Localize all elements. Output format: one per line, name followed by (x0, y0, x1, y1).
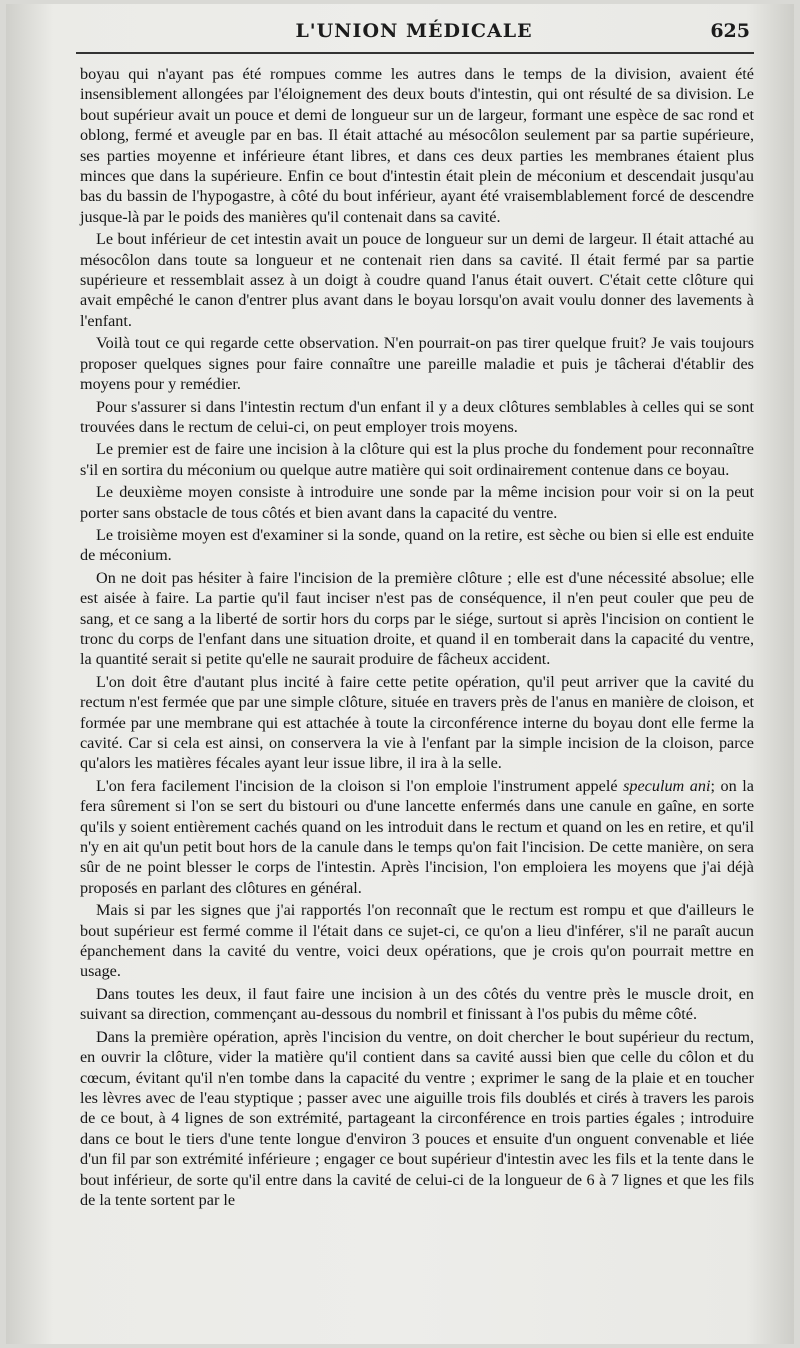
paragraph-text: L'on fera facilement l'incision de la cloison si l'on emploie l'instrument appelé (96, 776, 624, 795)
paragraph: Mais si par les signes que j'ai rapportés l'on reconnaît que le rectum est rompu et que d'ailleurs le bout supérieur est fermé comme il l'était dans ce sujet-ci, ce qu'on a lieu d'inférer, s'il ne paraît aucun épanchement dans la cavité du ventre, voici deux opérations, que je crois qu'on pourrait mettre en usage. (80, 901, 754, 981)
paragraph (80, 776, 754, 898)
paragraph: Voilà tout ce qui regarde cette observation. N'en pourrait-on pas tirer quelque fruit? Je vais toujours proposer quelques signes pour faire connaître une pareille maladie et puis je tâcherai d'établir des moyens pour y remédier. (80, 334, 754, 394)
paragraph: Le deuxième moyen consiste à introduire une sonde par la même incision pour voir si on la peut porter sans obstacle de tous côtés et bien avant dans la capacité du ventre. (80, 483, 754, 522)
paragraph: Dans la première opération, après l'incision du ventre, on doit chercher le bout supérieur du rectum, en ouvrir la clôture, vider la matière qu'il contient dans sa cavité aussi bien que celle du côlon et du cœcum, évitant qu'il n'en tombe dans la capacité du ventre ; exprimer le sang de la plaie et en toucher les lèvres avec de l'eau styptique ; passer avec une aiguille trois fils doublés et cirés à travers les parois de ce bout, à 4 lignes de son extrémité, partageant la circonférence en trois parties égales ; introduire dans ce bout le tiers d'une tente longue d'environ 3 pouces et ensuite d'un onguent convenable et liée d'un fil par son extrémité inférieure ; engager ce bout supérieur d'intestin avec les fils et la tente dans le bout inférieur, de sorte qu'il entre dans la cavité de celui-ci de la longueur de 6 à 7 lignes et que les fils de la tente sortent par le (80, 1027, 754, 1209)
document-page (6, 4, 794, 1344)
paragraph: Le troisième moyen est d'examiner si la sonde, quand on la retire, est sèche ou bien si elle est enduite de méconium. (80, 525, 754, 565)
paragraph: boyau qui n'ayant pas été rompues comme les autres dans le temps de la division, avaient été insensiblement allongées par l'éloignement des deux bouts d'intestin, qui ont résulté de sa division. Le bout supérieur avait un pouce et demi de longueur sur un de largeur, formant une espèce de sac rond et oblong, fermé et aveugle par en bas. Il était attaché au mésocôlon seulement par sa partie supérieure, ses parties moyenne et inférieure étant libres, et dans ces deux parties les membranes étaient plus minces que dans la supérieure. Enfin ce bout d'intestin était plein de méconium et descendait jusqu'au bas du bassin de l'hypogastre, à côté du bout inférieur, ayant été vraisemblablement forcé de descendre jusque-là par le poids des manières qu'il contenait dans sa cavité. (80, 65, 754, 226)
paragraph: On ne doit pas hésiter à faire l'incision de la première clôture ; elle est d'une nécessité absolue; elle est aisée à faire. La partie qu'il faut inciser n'est pas de conséquence, il n'en peut couler que peu de sang, et ce sang a la liberté de sortir hors du corps par le siége, surtout si après l'incision on contient le tronc du corps de l'enfant dans une situation droite, et quand il en tomberait dans la capacité du ventre, la quantité serait si petite qu'elle ne saurait produire de fâcheux accident. (80, 568, 754, 669)
paragraph: Le premier est de faire une incision à la clôture qui est la plus proche du fondement pour reconnaître s'il en sortira du méconium ou quelque autre matière qui soit ordinairement contenue dans ce boyau. (80, 440, 754, 479)
paragraph: L'on doit être d'autant plus incité à faire cette petite opération, qu'il peut arriver que la cavité du rectum n'est fermée que par une simple clôture, située en travers près de l'anus en manière de cloison, et formée par une membrane qui est attachée à toute la circonférence interne du boyau dont elle ferme la cavité. Car si cela est ainsi, on conservera la vie à l'enfant par la simple incision de la cloison, parce qu'alors les matières fécales ayant leur issue libre, il ira à la selle. (80, 672, 754, 773)
page-number: 625 (710, 20, 750, 42)
page-header (78, 14, 750, 50)
paragraph: Dans toutes les deux, il faut faire une incision à un des côtés du ventre près le muscle droit, en suivant sa direction, commençant au-dessous du nombril et finissant à l'os pubis du même côté. (80, 984, 754, 1024)
running-title: L'UNION MÉDICALE (295, 20, 533, 42)
italic-term: speculum ani (623, 776, 711, 795)
body-text (80, 64, 754, 1212)
paragraph-text: ; on la fera sûrement si l'on se sert du bistouri ou d'une lancette enfermés dans une canule en gaîne, en sorte qu'ils y soient entièrement cachés quand on les introduit dans le rectum et quand on les en retire, et qu'il n'y en ait qu'un petit bout hors de la canule dans le temps qu'on fait l'incision. De cette manière, on sera sûr de ne point blesser le corps de l'intestin. Après l'incision, l'on emploiera les moyens que j'ai déjà proposés en parlant des clôtures en général. (80, 776, 754, 897)
paragraph: Le bout inférieur de cet intestin avait un pouce de longueur sur un demi de largeur. Il était attaché au mésocôlon dans toute sa longueur et ne contenait rien dans sa cavité. Il était fermé par sa partie supérieure et ressemblait assez à un doigt à coudre quand l'anus était ouvert. C'était cette clôture qui avait empêché le canon d'entrer plus avant dans le boyau lorsqu'on avait voulu donner des lavements à l'enfant. (80, 230, 754, 330)
paragraph: Pour s'assurer si dans l'intestin rectum d'un enfant il y a deux clôtures semblables à celles qui se sont trouvées dans le rectum de celui-ci, on peut employer trois moyens. (80, 397, 754, 436)
header-rule (76, 52, 754, 54)
